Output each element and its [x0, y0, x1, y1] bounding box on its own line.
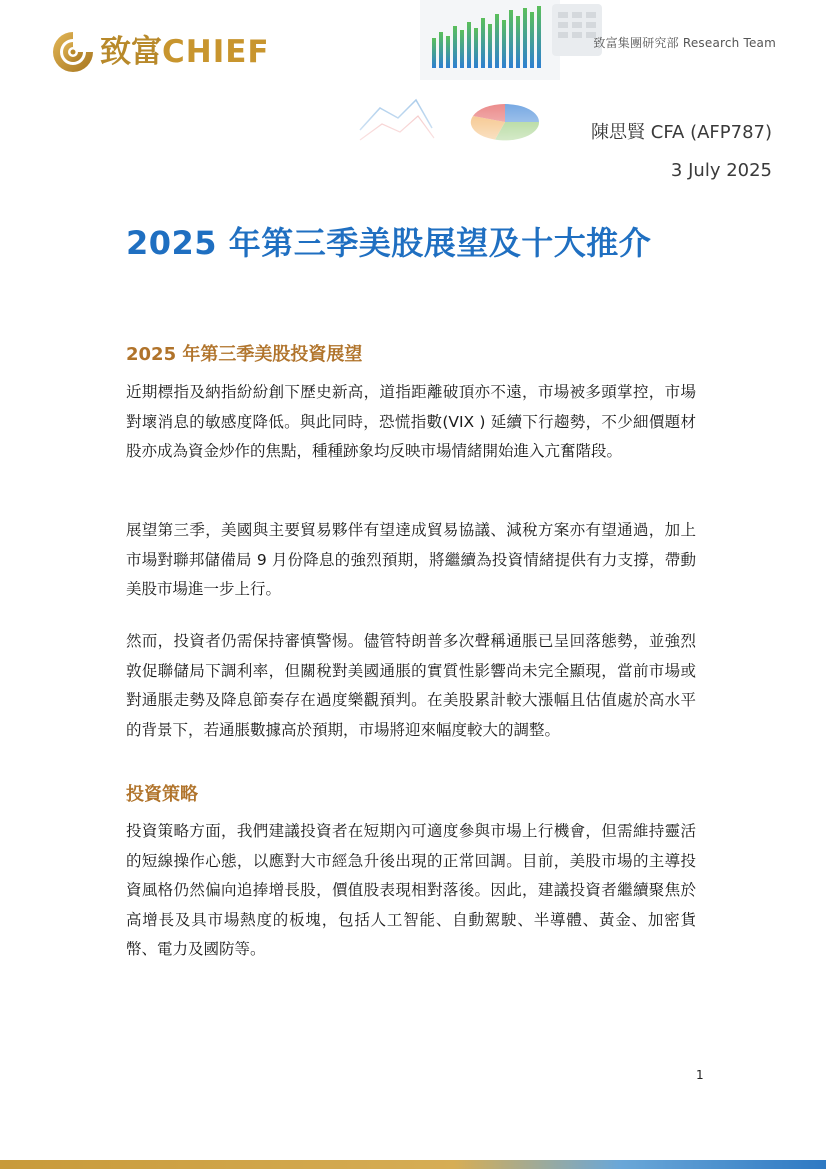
chief-logo-icon — [50, 29, 96, 75]
company-logo — [50, 28, 270, 76]
report-date: 3 July 2025 — [670, 160, 772, 181]
author-name: 陳思賢 CFA (AFP787) — [591, 122, 772, 143]
paragraph: 然而，投資者仍需保持審慎警惕。儘管特朗普多次聲稱通脹已呈回落態勢，並強烈敦促聯儲局下調利率，但關稅對美國通脹的實質性影響尚未完全顯現，當前市場或對通脹走勢及降息節奏存在過度樂觀預判。在美股累計較大漲幅且估值處於高水平的背景下，若通脹數據高於預期，市場將迎來幅度較大的調整。 — [126, 632, 696, 739]
paragraph: 展望第三季，美國與主要貿易夥伴有望達成貿易協議、減稅方案亦有望通過，加上市場對聯邦儲備局 9 月份降息的強烈預期，將繼續為投資情緒提供有力支撐，帶動美股市場進一步上行。 — [126, 521, 696, 598]
page-number: 1 — [696, 1068, 704, 1082]
research-department-label: 致富集團研究部 Research Team — [593, 36, 776, 50]
logo-text-en: CHIEF — [162, 34, 270, 70]
paragraph: 近期標指及納指紛紛創下歷史新高，道指距離破頂亦不遠，市場被多頭掌控，市場對壞消息的敏感度降低。與此同時，恐慌指數(VIX ) 延續下行趨勢，不少細價題材股亦成為資金炒作的焦點，種種跡象均反映市場情緒開始進入亢奮階段。 — [126, 383, 696, 460]
logo-text-cn: 致富 — [100, 34, 162, 70]
paragraph: 投資策略方面，我們建議投資者在短期內可適度參與市場上行機會，但需維持靈活的短線操作心態，以應對大市經急升後出現的正常回調。目前，美股市場的主導投資風格仍然偏向追捧增長股，價值股表現相對落後。因此，建議投資者繼續聚焦於高增長及具市場熱度的板塊，包括人工智能、自動駕駛、半導體、黃金、加密貨幣、電力及國防等。 — [126, 822, 696, 958]
footer-color-bar — [0, 1160, 826, 1169]
report-title: 2025 年第三季美股展望及十大推介 — [126, 224, 652, 262]
header-chart-illustration — [320, 0, 620, 160]
section-heading-strategy: 投資策略 — [126, 784, 198, 805]
logo-wordmark — [100, 29, 270, 75]
section-heading-outlook: 2025 年第三季美股投資展望 — [126, 344, 363, 365]
